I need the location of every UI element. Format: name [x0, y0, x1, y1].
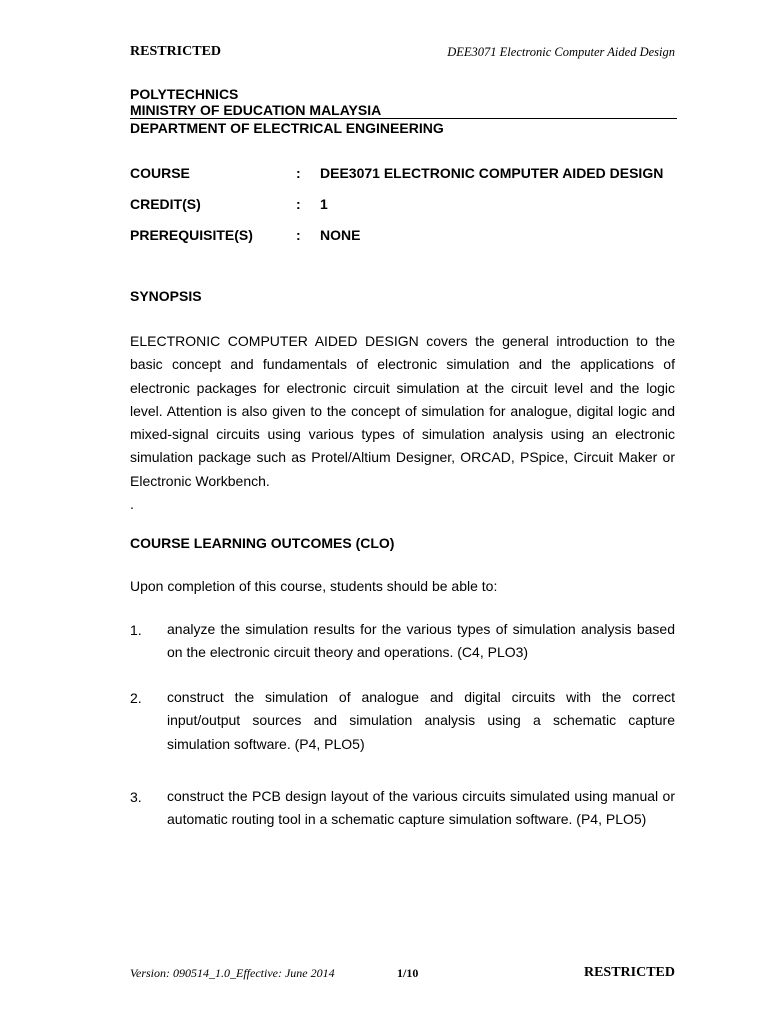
prerequisite-colon: : — [296, 227, 301, 243]
institution-line-2: MINISTRY OF EDUCATION MALAYSIA — [130, 102, 382, 118]
clo-item-1-text: analyze the simulation results for the various types of simulation analysis based on the electronic circuit theory and operations. (C4, PLO3) — [167, 621, 675, 661]
clo-item-2-text: construct the simulation of analogue and digital circuits with the correct input/output sources and simulation analysis using a schematic capture simulation software. (P4, PLO5) — [167, 689, 675, 752]
clo-intro: Upon completion of this course, students should be able to: — [130, 578, 498, 594]
institution-line-1: POLYTECHNICS — [130, 86, 239, 102]
credit-colon: : — [296, 196, 301, 212]
prerequisite-value: NONE — [320, 227, 361, 243]
clo-item-1-number: 1. — [130, 622, 142, 638]
credit-value: 1 — [320, 196, 328, 212]
header-restricted: RESTRICTED — [130, 44, 222, 59]
clo-item-2-number: 2. — [130, 690, 142, 706]
synopsis-trailing-dot: . — [130, 496, 134, 512]
course-value: DEE3071 ELECTRONIC COMPUTER AIDED DESIGN — [320, 165, 664, 181]
course-colon: : — [296, 165, 301, 181]
clo-heading: COURSE LEARNING OUTCOMES (CLO) — [130, 535, 395, 551]
synopsis-body: ELECTRONIC COMPUTER AIDED DESIGN covers the general introduction to the basic concept and fundamentals of electronic simulation and the applications of electronic packages for electronic circuit simulation at the circuit level and the logic level. Attention is also given to the concept of simulation for analogue, digital logic and mixed-signal circuits using various types of simulation analysis using an electronic simulation package such as Protel/Altium Designer, ORCAD, PSpice, Circuit Maker or Electronic Workbench. — [130, 333, 675, 489]
prerequisite-label: PREREQUISITE(S) — [130, 227, 253, 243]
footer-restricted: RESTRICTED — [583, 965, 675, 980]
footer-version: Version: 090514_1.0_Effective: June 2014 — [130, 966, 335, 980]
institution-line-3: DEPARTMENT OF ELECTRICAL ENGINEERING — [130, 120, 444, 136]
header-course-title: DEE3071 Electronic Computer Aided Design — [447, 45, 675, 59]
header-rule — [130, 118, 677, 119]
credit-label: CREDIT(S) — [130, 196, 201, 212]
footer-page-number: 1/10 — [397, 966, 419, 980]
synopsis-heading: SYNOPSIS — [130, 288, 202, 304]
course-label: COURSE — [130, 165, 190, 181]
clo-item-3-number: 3. — [130, 789, 142, 805]
clo-item-3-text: construct the PCB design layout of the various circuits simulated using manual or automatic routing tool in a schematic capture simulation software. (P4, PLO5) — [167, 788, 675, 828]
